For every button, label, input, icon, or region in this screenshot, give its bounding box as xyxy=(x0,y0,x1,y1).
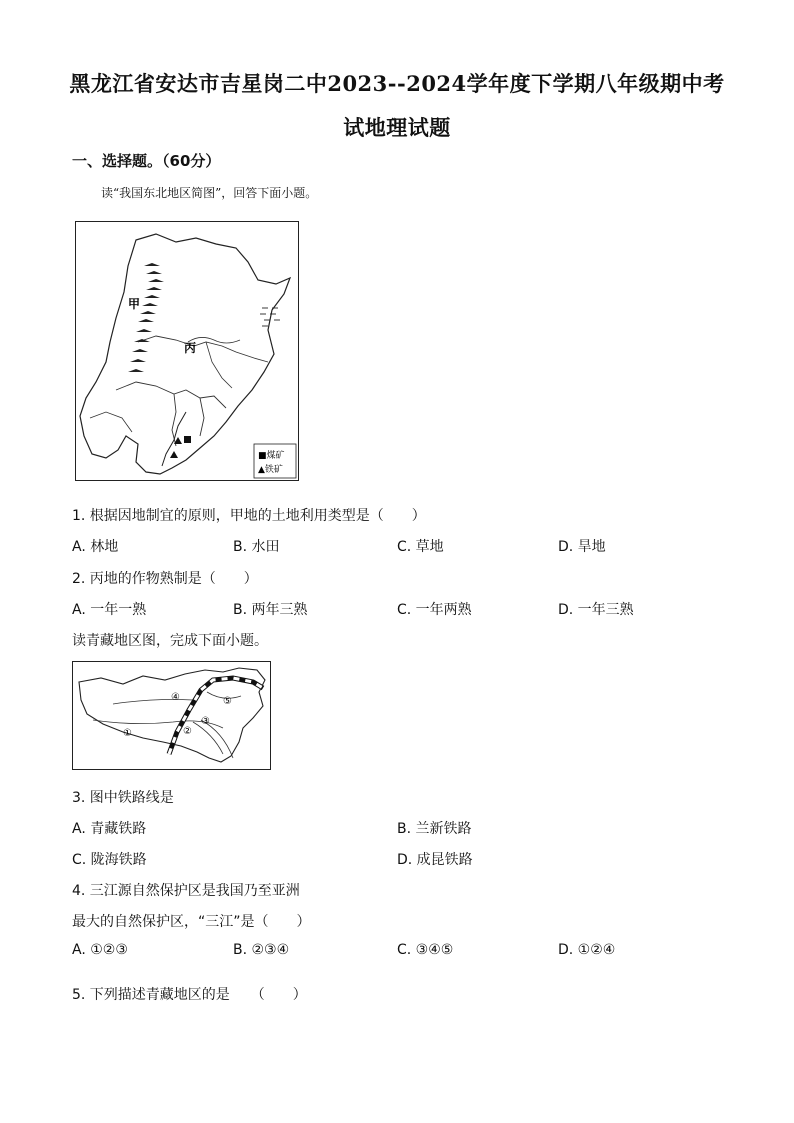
q2-option-c[interactable]: C. 一年两熟 xyxy=(397,602,472,618)
question-4-stem-line1: 4. 三江源自然保护区是我国乃至亚洲 xyxy=(72,883,300,899)
page-title-line1: 黑龙江省安达市吉星岗二中2023--2024学年度下学期八年级期中考 xyxy=(69,71,725,96)
label-jia: 甲 xyxy=(128,297,141,311)
q3-option-a[interactable]: A. 青藏铁路 xyxy=(72,821,147,837)
q4-option-d[interactable]: D. ①②④ xyxy=(558,942,616,958)
map2-label-1: ① xyxy=(123,728,132,739)
q4-option-a[interactable]: A. ①②③ xyxy=(72,942,128,958)
q1-option-d[interactable]: D. 旱地 xyxy=(558,539,606,555)
q3-option-d[interactable]: D. 成昆铁路 xyxy=(397,852,473,868)
intro-northeast-map: 读“我国东北地区简图”，回答下面小题。 xyxy=(101,186,318,200)
question-4-stem-line2: 最大的自然保护区，“三江”是（ ） xyxy=(72,914,311,930)
question-1-stem: 1. 根据因地制宜的原则，甲地的土地利用类型是（ ） xyxy=(72,508,426,524)
map2-label-4: ④ xyxy=(171,692,180,703)
q2-option-b[interactable]: B. 两年三熟 xyxy=(233,602,308,618)
northeast-china-map xyxy=(75,221,299,481)
section-heading: 一、选择题。（60分） xyxy=(72,152,221,170)
q3-option-b[interactable]: B. 兰新铁路 xyxy=(397,821,472,837)
map2-label-3: ③ xyxy=(201,716,210,727)
q1-option-b[interactable]: B. 水田 xyxy=(233,539,280,555)
map2-label-5: ⑤ xyxy=(223,696,232,707)
intro-qinghai-tibet-map: 读青藏地区图，完成下面小题。 xyxy=(72,633,268,649)
q2-option-a[interactable]: A. 一年一熟 xyxy=(72,602,147,618)
q2-option-d[interactable]: D. 一年三熟 xyxy=(558,602,634,618)
q1-option-a[interactable]: A. 林地 xyxy=(72,539,119,555)
q1-option-c[interactable]: C. 草地 xyxy=(397,539,444,555)
page-title-line2: 试地理试题 xyxy=(343,115,451,140)
question-2-stem: 2. 丙地的作物熟制是（ ） xyxy=(72,571,258,587)
q3-option-c[interactable]: C. 陇海铁路 xyxy=(72,852,147,868)
question-5-stem: 5. 下列描述青藏地区的是 （ ） xyxy=(72,987,307,1003)
map2-label-2: ② xyxy=(183,726,192,737)
qinghai-tibet-map xyxy=(72,661,271,770)
label-bing: 丙 xyxy=(184,341,197,355)
q4-option-c[interactable]: C. ③④⑤ xyxy=(397,942,454,958)
legend-coal: ■煤矿 xyxy=(258,451,285,461)
question-3-stem: 3. 图中铁路线是 xyxy=(72,790,174,806)
q4-option-b[interactable]: B. ②③④ xyxy=(233,942,290,958)
legend-iron: ▲铁矿 xyxy=(258,465,283,475)
